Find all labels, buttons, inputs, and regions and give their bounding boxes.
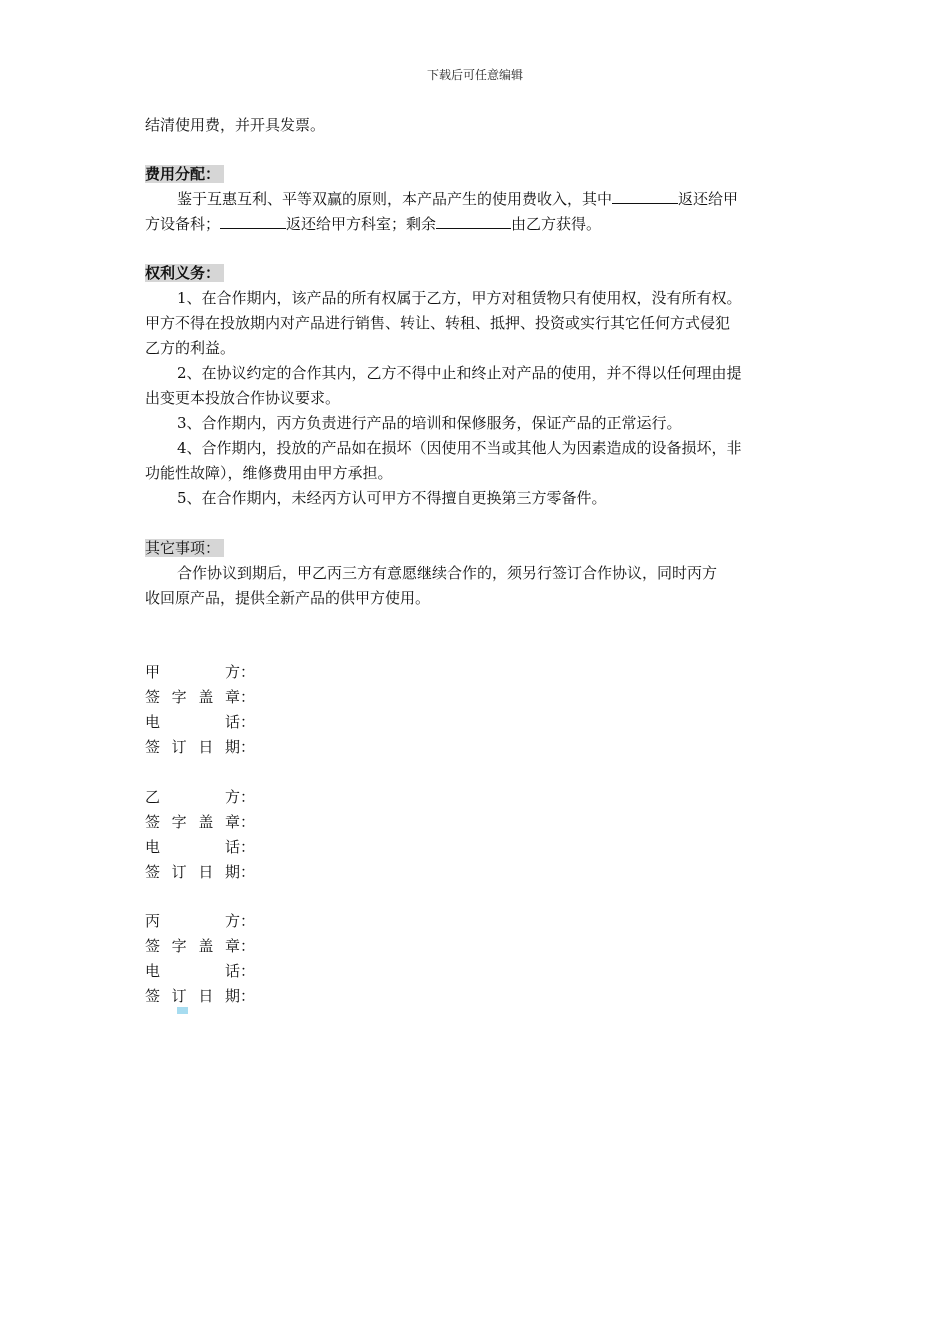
page-header: 下载后可任意编辑 [426, 68, 523, 82]
rights-heading-line [145, 263, 224, 283]
intro-line: 结清使用费，并开具发票。 [145, 116, 326, 134]
other-heading: 其它事项： [145, 539, 224, 557]
rights-p4-l1: 4、合作期内，投放的产品如在损坏（因使用不当或其他人为因素造成的设备损坏，非 [177, 439, 742, 457]
rights-p3-l1: 3、合作期内，丙方负责进行产品的培训和保修服务，保证产品的正常运行。 [177, 414, 682, 432]
rights-p1-l1: 1、在合作期内，该产品的所有权属于乙方，甲方对租赁物只有使用权，没有所有权。 [177, 289, 742, 307]
fee-blank-3 [436, 214, 511, 229]
sig-a-seal: 签 字 盖 章： [145, 688, 255, 706]
sig-a-party: 甲 方： [145, 663, 255, 681]
fee-text-2c: 由乙方获得。 [511, 215, 602, 233]
rights-heading: 权利义务： [145, 264, 224, 282]
sig-b-seal: 签 字 盖 章： [145, 813, 255, 831]
rights-p1-l2: 甲方不得在投放期内对产品进行销售、转让、转租、抵押、投资或实行其它任何方式侵犯 [145, 314, 731, 332]
sig-b-date: 签 订 日 期： [145, 863, 255, 881]
rights-p1-l3: 乙方的利益。 [145, 339, 236, 357]
text-cursor-marker [177, 1007, 188, 1014]
fee-blank-2 [220, 214, 286, 229]
sig-c-date: 签 订 日 期： [145, 987, 255, 1005]
rights-p2-l2: 出变更本投放合作协议要求。 [145, 389, 341, 407]
rights-p2-l1: 2、在协议约定的合作其内，乙方不得中止和终止对产品的使用，并不得以任何理由提 [177, 364, 742, 382]
fee-text-1a: 鉴于互惠互利、平等双赢的原则，本产品产生的使用费收入，其中 [177, 190, 613, 208]
sig-a-phone: 电 话： [145, 713, 255, 731]
sig-c-seal: 签 字 盖 章： [145, 937, 255, 955]
other-l2: 收回原产品，提供全新产品的供甲方使用。 [145, 589, 431, 607]
fee-line-1 [177, 189, 738, 209]
rights-p4-l2: 功能性故障），维修费用由甲方承担。 [145, 464, 393, 482]
fee-blank-1 [612, 189, 678, 204]
sig-b-party: 乙 方： [145, 788, 255, 806]
other-l1: 合作协议到期后，甲乙丙三方有意愿继续合作的，须另行签订合作协议，同时丙方 [177, 564, 718, 582]
other-heading-line [145, 538, 224, 558]
fee-text-2b: 返还给甲方科室；剩余 [286, 215, 437, 233]
rights-p5-l1: 5、在合作期内，未经丙方认可甲方不得擅自更换第三方零备件。 [177, 489, 607, 507]
fee-heading: 费用分配： [145, 165, 224, 183]
fee-text-1b: 返还给甲 [678, 190, 739, 208]
fee-heading-line [145, 164, 224, 184]
sig-c-party: 丙 方： [145, 912, 255, 930]
sig-b-phone: 电 话： [145, 838, 255, 856]
sig-a-date: 签 订 日 期： [145, 738, 255, 756]
sig-c-phone: 电 话： [145, 962, 255, 980]
fee-line-2 [145, 214, 601, 234]
fee-text-2a: 方设备科； [145, 215, 221, 233]
